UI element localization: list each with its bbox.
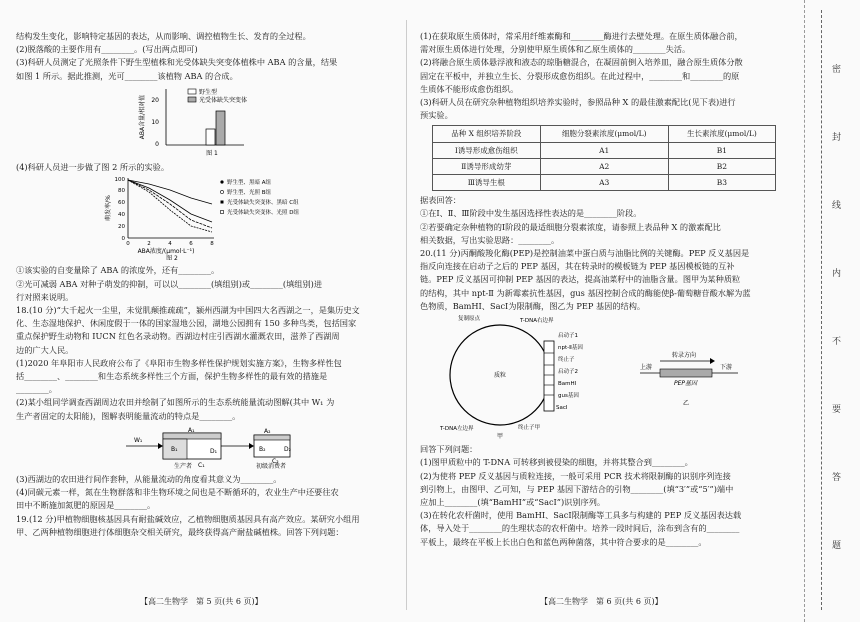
bar-wild-type [206,129,215,145]
text-line: (1)图甲质粒中的 T-DNA 可转移到被侵染的细胞，并将其整合到________。 [420,457,693,468]
text-line: (3)科研人员在研究杂种植物组织培养实验时，参照品种 X 的最佳激素配比(见下表)进行 [420,97,736,108]
text-line: 生质体不能形成愈伤组织。 [420,83,519,94]
fig2-legend: 光受体缺失突变体、光照 D组 [227,210,299,217]
text-line: 行对照来说明。 [16,291,74,302]
text-line: (1)2020 年阜阳市人民政府公布了《阜阳市生物多样性保护规划实施方案》，生物多样性包 [16,357,342,368]
table-header: 细胞分裂素浓度(μmol/L) [540,126,668,142]
transcription-label: 转录方向 [672,352,697,360]
question-19: 19.(12 分)甲植物细胞核基因具有耐盐碱效应，乙植物细胞质基因具有高产效应。某研究小组用 [16,513,360,524]
series-d [128,180,212,228]
label-c1: C₁ [198,461,205,469]
fig2-ytick: 60 [118,200,125,207]
table-cell: A3 [540,175,668,191]
fig2-xtick: 4 [168,241,172,248]
text-line: (3)科研人员测定了光照条件下野生型植株和光受体缺失突变体植株中 ABA 的含量，结果 [16,57,338,68]
label-a2: A₂ [264,427,271,435]
fig2-ytick: 20 [118,224,125,231]
figure-1-bar-chart [16,83,404,157]
text-line: 化、生态湿地保护、休闲度假于一体的国家湿地公园，湖地公园拥有 150 多种鸟类，包括国家 [16,318,357,329]
column-divider [406,20,407,610]
pep-gene-box [660,369,712,377]
table-cell: B1 [668,142,775,158]
label-w1: W₁ [134,436,143,444]
plasmid-label: T-DNA右边界 [520,318,554,325]
table-cell: A1 [540,142,668,158]
table-row [433,158,776,174]
binding-char: 内 [832,269,842,279]
bar-mutant [216,111,225,145]
text-line: 生产者固定的太阳能)，图解表明能量流动的特点是________。 [16,410,241,421]
energy-flow-diagram [16,423,404,469]
binding-margin [804,0,860,622]
text-line: (2)脱落酸的主要作用有________。(写出两点即可) [16,44,198,55]
fig2-ytick: 80 [118,188,125,195]
plasmid-label: 启动子2 [558,369,578,376]
fig2-caption: 图 2 [166,255,178,261]
table-header: 生长素浓度(μmol/L) [668,126,775,142]
text-line: 重点保护野生动物和 IUCN 红色名录动物。西湖边村庄引西湖水灌溉农田，滋养了西湖周 [16,331,340,342]
binding-char: 题 [832,541,842,551]
plasmid-label: SacⅠ [556,405,568,412]
series-c [128,180,212,232]
label-d2: D₂ [284,445,292,453]
plasmid-label: gus基因 [558,393,579,400]
plasmid-label: BamHⅠ [558,381,577,388]
legend-swatch-mutant [188,97,196,102]
text-line: 结构发生变化，影响特定基因的表达，从而影响、调控植物生长、发育的全过程。 [16,31,311,41]
text-line: (4)同碳元素一样，氮在生物群落和非生物环境之间也是不断循环的，农业生产中还要往农 [16,487,339,498]
producer-label: 生产者 [174,462,193,469]
text-line: 指反向连接在启动子之后的 PEP 基因，其在转录时的模板链为 PEP 基因模板链的互补 [420,261,735,272]
page-footer-right: 【高二生物学 第 6 页(共 6 页)】 [540,597,663,606]
fig1-caption: 图 1 [206,149,218,157]
text-line: 应加上________(填“BamHⅠ”或“SacⅠ”)识别序列。 [420,497,606,508]
plasmid-label: npt-Ⅱ基因 [558,345,583,352]
binding-char: 答 [832,473,842,483]
text-line: 回答下列问题： [420,444,478,455]
binding-char: 要 [832,405,842,415]
text-line: (1)在获取原生质体时，常采用纤维素酶和________酶进行去壁处理。在原生质体融合前， [420,31,743,41]
text-line: (2)为使将 PEP 反义基因与质粒连接，一般可采用 PCR 技术将限制酶的识别序列连接 [420,470,731,481]
binding-char: 线 [832,201,842,211]
text-line: 固定在平板中，并独立生长、分裂形成愈伤组织。在此过程中，________和________的原 [420,70,740,81]
text-line: 边的广大人民。 [16,344,74,355]
fig2-ytick: 0 [121,236,125,243]
text-line: 如图 1 所示。据此推测，光可________该植物 ABA 的合成。 [16,70,238,81]
plasmid-label: 终止子甲 [518,425,541,432]
right-column [420,30,790,549]
text-line: (4)科研人员进一步做了图 2 所示的实验。 [16,162,170,173]
text-line: 平板上，最终在平板上长出白色和蓝色两种菌落，其中符合要求的是________。 [420,536,707,547]
text-line: 到引物上，由图甲、乙可知，与 PEP 基因下游结合的引物________(填“3′”或“5′”)端中 [420,483,734,494]
downstream-label: 下游 [720,364,733,372]
fig2-ytick: 100 [114,177,125,184]
text-line: ①该实验的自变量除了 ABA 的浓度外，还有________。 [16,265,220,276]
text-line: (3)在转化农杆菌时，使用 BamHⅠ、SacⅠ限制酶等工具多与构建的 PEP 反义基因表达载 [420,510,742,521]
fig1-ylabel: ABA含量/相对值 [139,94,146,139]
text-line: 的结构，其中 npt-Ⅱ 为新霉素抗性基因，gus 基因控制合成的酶能使β-葡萄糖苷酸水解为蓝 [420,287,751,298]
text-line: (3)西湖边的农田进行间作套种，从能量流动的角度看其意义为________。 [16,474,282,485]
figure-2-line-chart [16,174,404,260]
plasmid-center-label: 质粒 [494,372,507,380]
plasmid-label: 终止子 [558,357,575,364]
hormone-table [432,125,776,191]
text-line: (2)某小组同学调查西湖周边农田并绘制了如图所示的生态系统能量流动图解(其中 W₁ 为 [16,397,335,408]
fig2-xtick: 6 [189,241,193,248]
label-d1: D₁ [210,447,218,455]
label-b1: B₁ [171,445,178,453]
label-a1: A₁ [188,426,195,434]
question-18: 18.(10 分)“大千起火一尘里，未觉肌颠推疏疏”，颍州西湖为中国四大名西湖之一，是集历史文 [16,305,360,316]
fig1-legend: 光受体缺失突变体 [199,96,248,104]
table-cell: A2 [540,158,668,174]
plasmid-caption: 甲 [496,433,504,440]
text-line: ________。 [16,384,57,395]
text-line: ②若要确定杂种植物的Ⅰ阶段的最适细胞分裂素浓度，请参照上表品种 X 的激素配比 [420,221,721,232]
fig2-legend: 光受体缺失突变体、黑暗 C组 [227,200,299,207]
table-cell: Ⅱ诱导形成幼芽 [433,158,541,174]
fig2-xtick: 8 [210,241,214,248]
table-cell: B3 [668,175,775,191]
fig2-legend: 野生型、黑暗 A组 [227,180,272,187]
fig2-legend: 野生型、光照 B组 [227,190,272,197]
question-20: 20.(11 分)丙酮酸羧化酶(PEP)是控制油菜中蛋白质与油脂比例的关键酶。PEP 反义基因是 [420,248,750,259]
plasmid-label: 启动子1 [558,333,578,340]
pep-gene-label: PEP基因 [674,380,698,388]
text-line: 体，导入处于________的生理状态的农杆菌中。培养一段时间后，涂布到含有的________ [420,523,740,534]
text-line: 色物质，BamHⅠ、SacⅠ为限制酶，图乙为 PEP 基因的结构。 [420,300,646,311]
legend-swatch-wild [188,89,196,94]
label-c2: C₂ [272,457,279,465]
table-header: 品种 X 组织培养阶段 [433,126,541,142]
text-line: 链。PEP 反义基因可抑制 PEP 基因的表达，提高油菜籽中的油脂含量。图甲为某种质粒 [420,274,741,285]
gene-caption: 乙 [682,400,690,408]
text-line: 据表回答： [420,195,461,206]
page-footer-left: 【高二生物学 第 5 页(共 6 页)】 [140,597,263,606]
plasmid-label: 复制原点 [458,316,481,323]
fig2-xlabel: ABA浓度/(μmol·L⁻¹) [137,248,195,256]
text-line: 田中不断施加氮肥的原因是________。 [16,500,156,511]
fig2-ylabel: 萌发率/% [105,195,112,222]
left-column [16,30,404,539]
text-line: 需对原生质体进行处理，分别使甲原生质体和乙原生质体的________失活。 [420,44,691,55]
binding-char: 不 [832,337,842,347]
binding-char: 密 [832,65,842,75]
fig1-tick: 10 [151,118,159,126]
label-b2: B₂ [259,445,266,453]
fig2-xtick: 0 [126,241,130,248]
text-line: ②光可减弱 ABA 对种子萌发的抑制，可以以________(填组别)或________(填组别)进 [16,278,323,289]
table-row [433,175,776,191]
text-line: 括________、________和生态系统多样性三个方面，保护生物多样性的最有效的措施是 [16,371,328,382]
fig2-xtick: 2 [147,241,151,248]
fig1-tick: 20 [151,96,159,104]
table-cell: Ⅲ诱导生根 [433,175,541,191]
consumer-label: 初级消费者 [256,462,287,469]
text-line: 甲、乙两种植物细胞进行体细胞杂交相关研究，最终获得高产耐盐碱植株。回答下列问题： [16,526,344,537]
text-line: (2)将融合原生质体悬浮液和液态的琼脂糖混合，在凝固前倒入培养皿，融合原生质体分散 [420,57,743,68]
upstream-label: 上游 [640,364,653,372]
binding-char: 封 [832,133,842,143]
text-line: 预实验。 [420,110,453,121]
plasmid-gene-diagram [420,313,790,439]
table-cell: Ⅰ诱导形成愈伤组织 [433,142,541,158]
table-header-row [433,126,776,142]
fig2-ytick: 40 [118,212,125,219]
plasmid-label: T-DNA左边界 [440,426,474,433]
text-line: 相关数据，写出实验思路：________。 [420,234,560,245]
fig1-tick: 0 [155,140,159,148]
fig1-legend: 野生型 [199,88,218,96]
table-cell: B2 [668,158,775,174]
table-row [433,142,776,158]
text-line: ①在Ⅰ、Ⅱ、Ⅲ阶段中发生基因选择性表达的是________阶段。 [420,208,642,219]
